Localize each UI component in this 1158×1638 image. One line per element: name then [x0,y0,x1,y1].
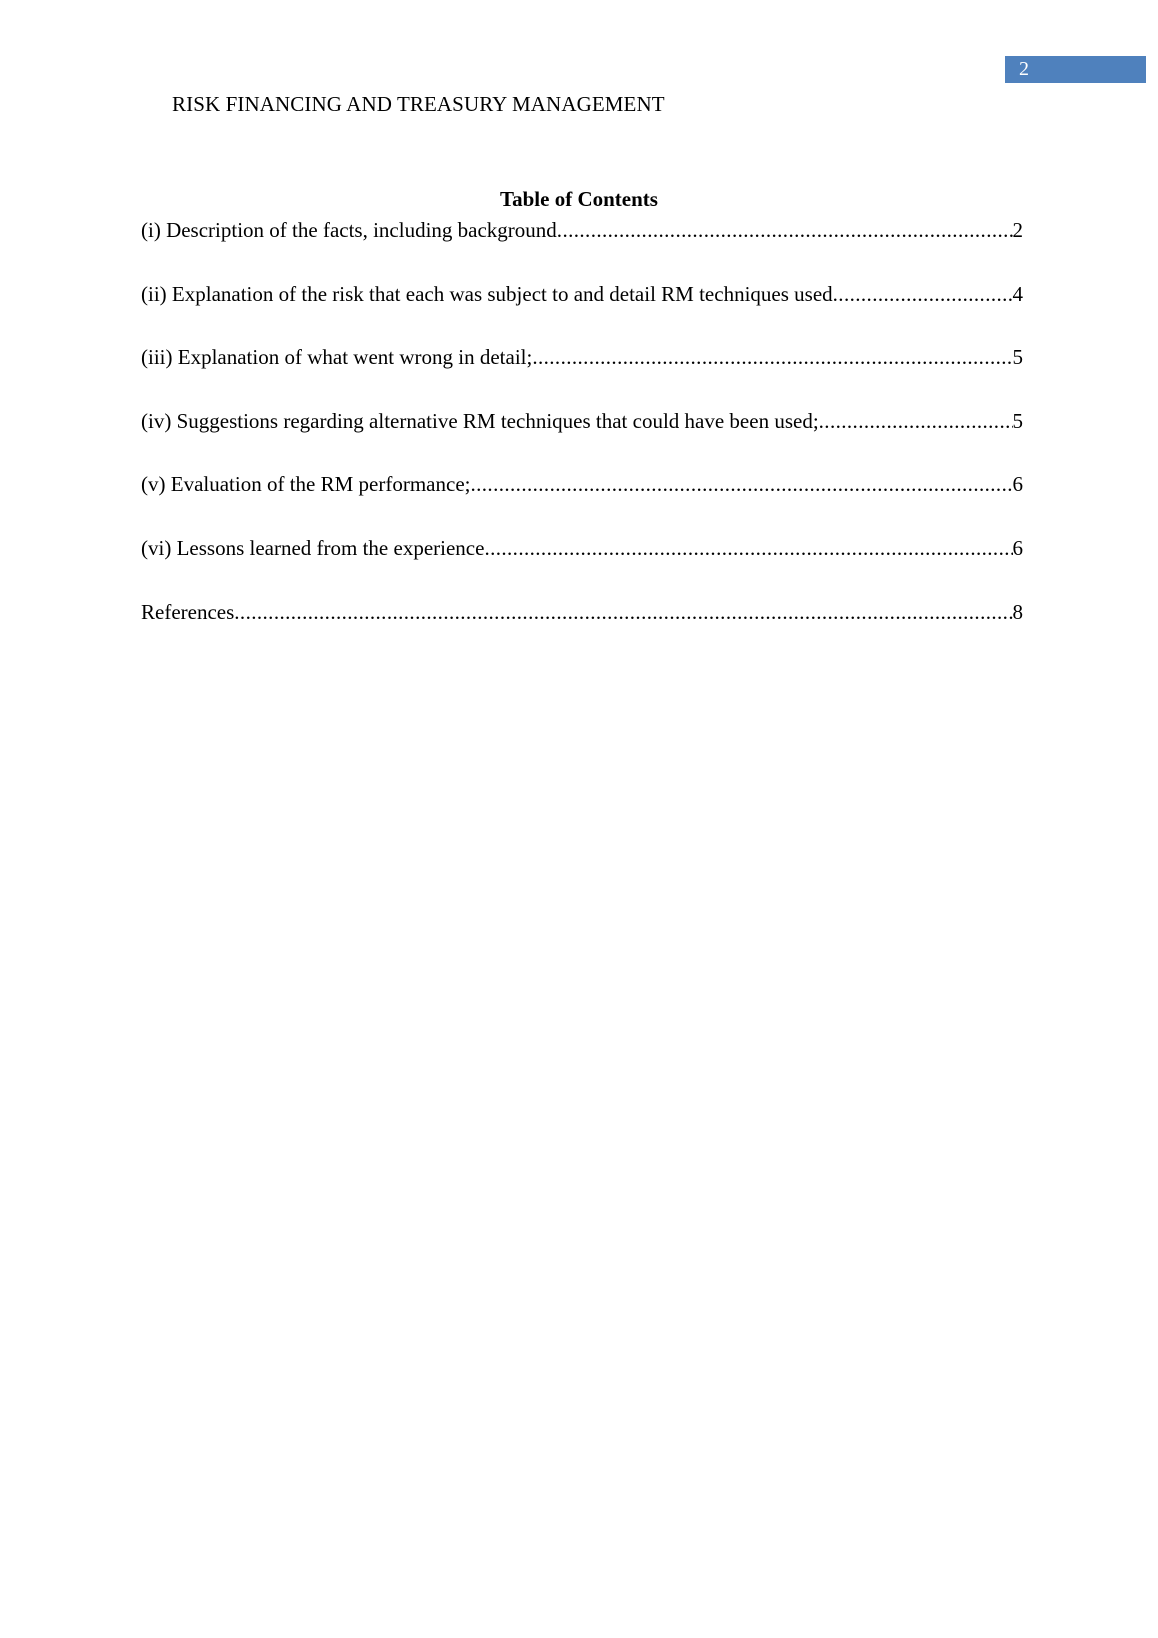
dot-leader [819,409,1013,433]
toc-entry-page: 2 [1012,218,1023,242]
toc-entry-description[interactable] [141,218,1023,242]
toc-entry-page: 4 [1012,281,1023,306]
toc-entry-page: 8 [1012,599,1023,624]
dot-leader [234,600,1012,624]
toc-entry-evaluation[interactable] [141,472,1023,496]
toc-entry-suggestions[interactable] [141,409,1023,433]
table-of-contents [141,218,1023,663]
toc-entry-page: 5 [1012,408,1023,433]
toc-entry-label: (v) Evaluation of the RM performance; [141,472,471,497]
toc-entry-label: (i) Description of the facts, including background [141,218,557,242]
toc-entry-label: References [141,599,235,624]
dot-leader [557,218,1013,242]
toc-entry-label: (iii) Explanation of what went wrong in detail; [141,345,533,370]
toc-entry-page: 6 [1012,535,1023,560]
page-number-badge [1005,56,1146,83]
toc-entry-lessons[interactable] [141,536,1023,560]
toc-entry-page: 6 [1012,472,1023,497]
toc-entry-label: (iv) Suggestions regarding alternative RM techniques that could have been used; [141,408,819,433]
running-head: RISK FINANCING AND TREASURY MANAGEMENT [172,92,665,116]
toc-title: Table of Contents [500,187,658,211]
dot-leader [470,472,1012,496]
toc-entry-label: (vi) Lessons learned from the experience [141,535,485,560]
toc-entry-risk-explanation[interactable] [141,282,1023,306]
toc-entry-label: (ii) Explanation of the risk that each was subject to and detail RM techniques used [141,281,833,306]
toc-entry-what-went-wrong[interactable] [141,345,1023,369]
dot-leader [484,536,1012,560]
dot-leader [833,282,1013,306]
dot-leader [532,345,1012,369]
toc-entry-page: 5 [1012,345,1023,370]
page-number: 2 [1019,58,1029,80]
toc-entry-references[interactable] [141,600,1023,624]
